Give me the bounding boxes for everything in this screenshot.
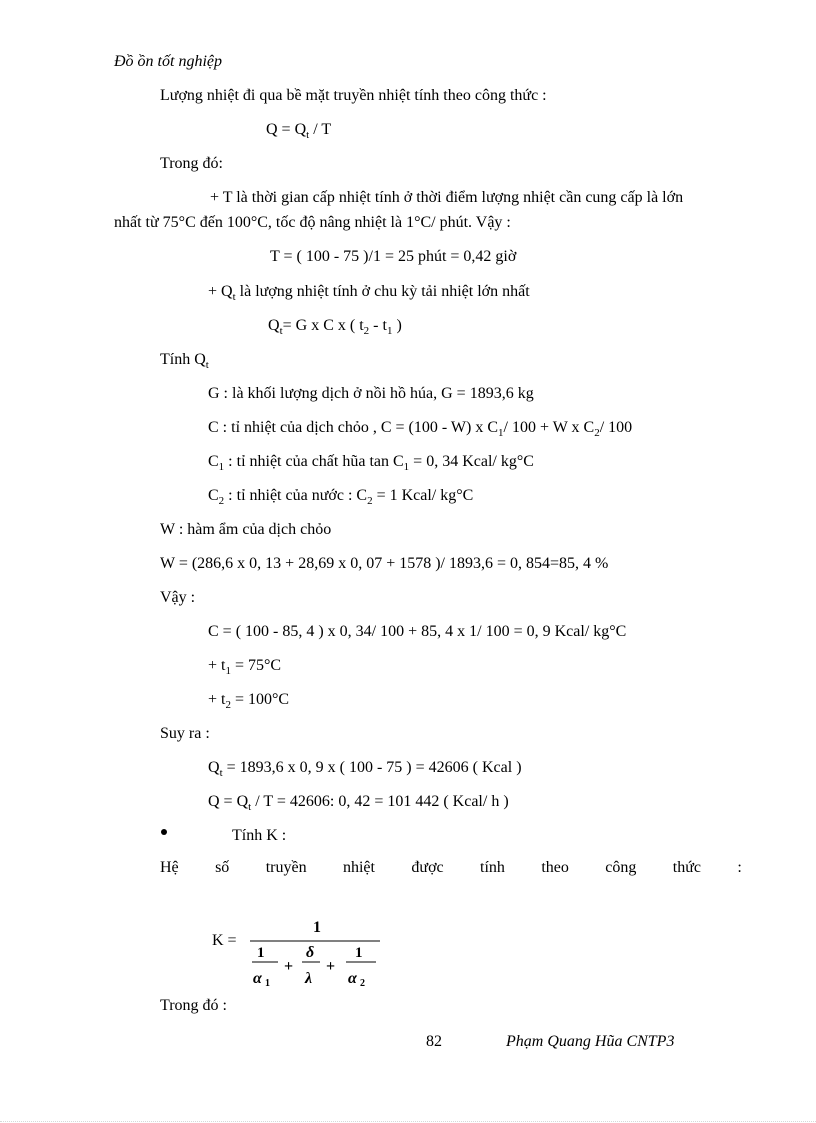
k-formula-svg — [212, 915, 392, 990]
t-definition-line1: + T là thời gian cấp nhiệt tính ở thời điểm lượng nhiệt cần cung cấp là lớn — [210, 189, 684, 206]
term2-delta: δ — [306, 944, 315, 961]
word: Hệ — [160, 859, 179, 876]
equation-q-result: $Q = Q_t / T = 42606$: 0, 42 = 101 442 ( Kcal/ h ) — [208, 793, 509, 813]
k-intro-justified — [160, 858, 742, 878]
qt-definition: + $Q_t$ là lượng nhiệt tính ở chu kỳ tải nhiệt lớn nhất — [208, 283, 530, 303]
page-bottom-divider — [0, 1121, 816, 1122]
equation-c: C = ( 100 - 85, 4 ) x 0, 34/ 100 + 85, 4 x 1/ 100 = 0, 9 Kcal/ kg°C — [208, 623, 627, 640]
word: công — [605, 859, 637, 876]
c1-definition: $C_1$ : tỉ nhiệt của chất hũa $\tan C_1 = 0$, 34 Kcal/ kg°C — [208, 453, 534, 473]
bullet-icon — [161, 829, 167, 835]
word: được — [411, 859, 444, 876]
k-lhs: K = — [212, 932, 237, 949]
t2-value: + $t_2 = 100^\circ C$ — [208, 691, 290, 711]
c-definition: C : tỉ nhiệt của dịch chỏo , C = (100 - W) x $C_1/$ 100 + W x $C_2/$ 100 — [208, 419, 633, 439]
term1-sub: 1 — [265, 978, 270, 989]
t1-value: + $t_1 = 75^\circ C$ — [208, 657, 282, 677]
tinh-qt-heading: Tính $Q_t$ — [160, 351, 209, 371]
equation-qt: $Q_t= G$ x C x ( $t_2 - t_1$ ) — [268, 317, 402, 337]
word: nhiệt — [342, 859, 375, 876]
c2-definition: $C_2$ : tỉ nhiệt của nước : $C_2 = 1$ Kcal/ kg°C — [208, 487, 474, 507]
term3-numerator: 1 — [355, 945, 363, 961]
word: truyền — [265, 859, 307, 876]
plus-2: + — [326, 958, 336, 975]
k-numerator: 1 — [313, 919, 321, 936]
w-definition: W : hàm ẩm của dịch chỏo — [160, 521, 332, 538]
word: tính — [480, 859, 505, 876]
word: theo — [541, 859, 569, 876]
equation-w: W = (286,6 x 0, 13 + 28,69 x 0, 07 + 1578 )/ 1893,6 = 0, 854=85, 4 % — [160, 555, 609, 572]
k-formula — [212, 915, 392, 995]
word: : — [737, 859, 742, 876]
term1-numerator: 1 — [257, 945, 265, 961]
equation-q: $Q = Q_t / T$ — [266, 121, 332, 141]
vay-label: Vậy : — [160, 589, 196, 606]
word: số — [215, 859, 230, 876]
document-header: Đồ ồn tốt nghiệp — [114, 53, 222, 70]
g-definition: G : là khối lượng dịch ở nồi hồ húa, G = 1893,6 kg — [208, 385, 534, 402]
t-definition-line2: nhất từ 75°C đến 100°C, tốc độ nâng nhiệt là 1°C/ phút. Vậy : — [114, 214, 511, 231]
suy-ra-label: Suy ra : — [160, 725, 210, 742]
trong-do-label: Trong đó: — [160, 155, 223, 172]
term3-sub: 2 — [360, 978, 365, 989]
equation-qt-result: $Q_t = 1893,6$ x 0, 9 x ( 100 - 75 ) = 42606 ( Kcal ) — [208, 759, 522, 779]
intro-text: Lượng nhiệt đi qua bề mặt truyền nhiệt tính theo công thức : — [160, 87, 547, 104]
plus-1: + — [284, 958, 294, 975]
equation-t: T = ( 100 - 75 )/1 = 25 phút = 0,42 giờ — [270, 248, 517, 265]
footer-author: Phạm Quang Hũa CNTP3 — [506, 1033, 675, 1050]
page-number: 82 — [426, 1033, 442, 1050]
word: thức — [672, 859, 702, 876]
trong-do-label-2: Trong đó : — [160, 997, 227, 1014]
term1-alpha: α — [253, 970, 262, 987]
term3-alpha: α — [348, 970, 357, 987]
tinh-k-heading: Tính K : — [232, 827, 287, 844]
term2-lambda: λ — [305, 970, 313, 987]
